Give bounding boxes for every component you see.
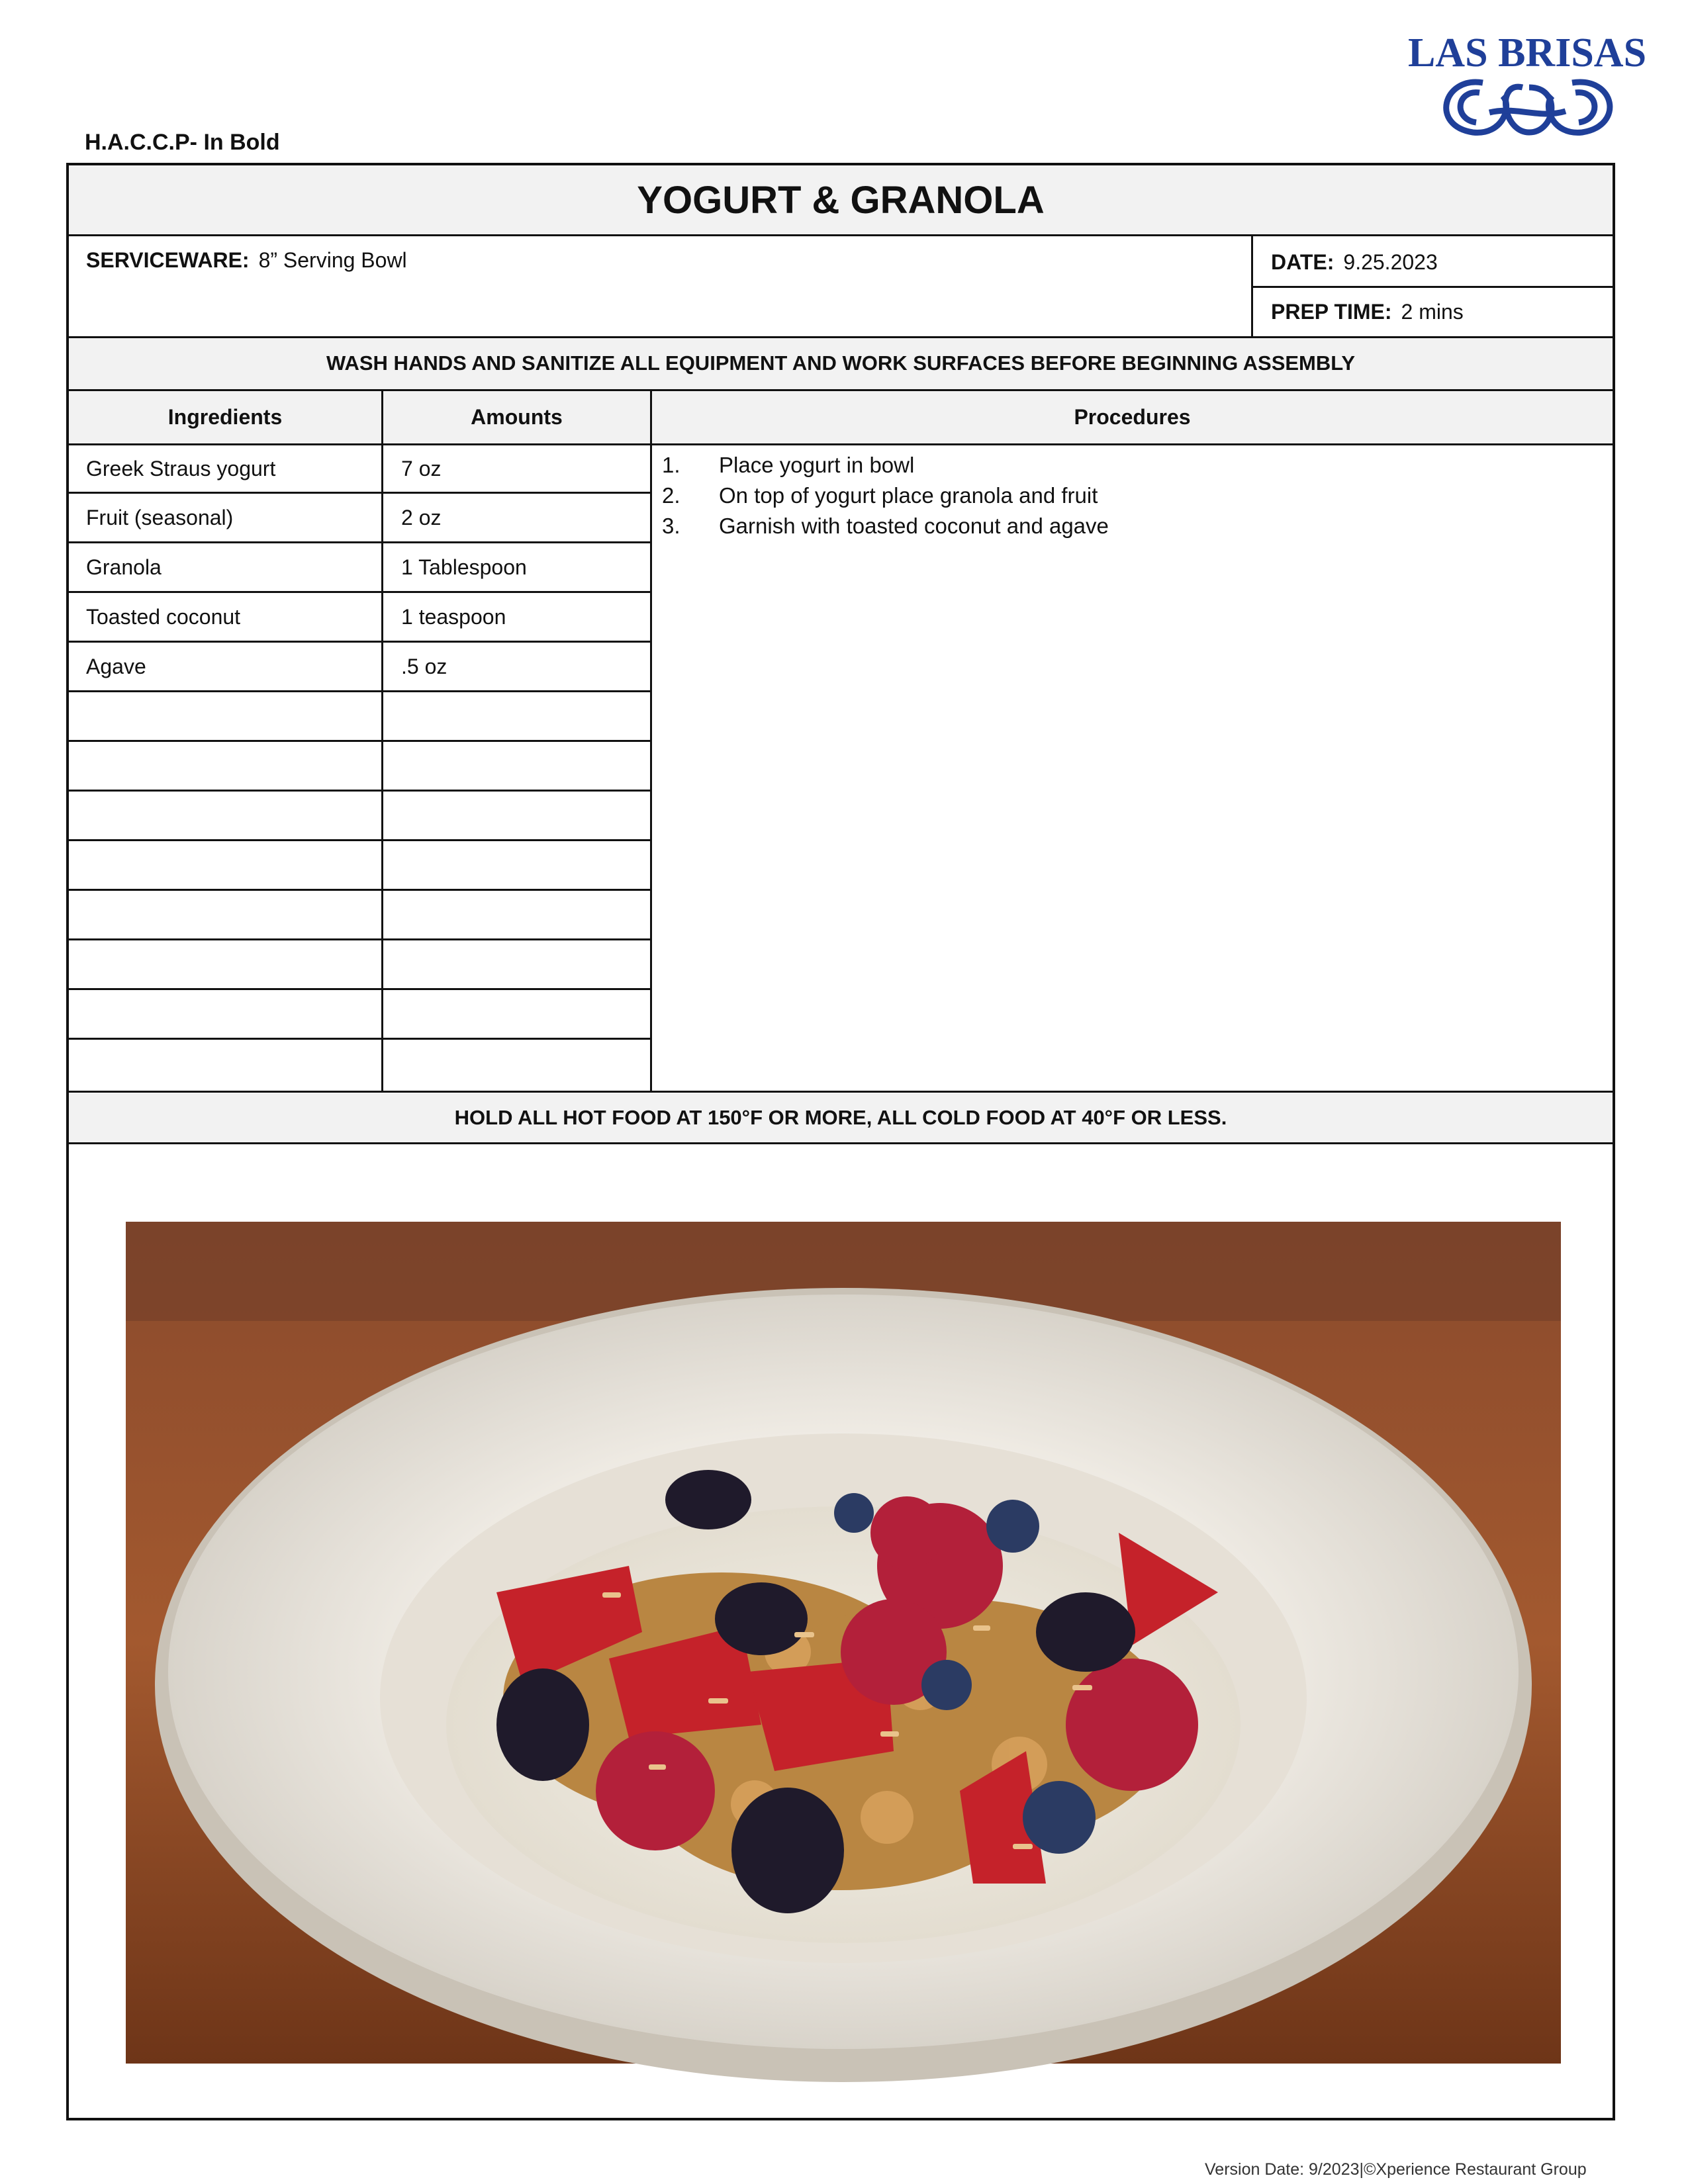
prep-time-field [1271,289,1464,335]
prep-time-label: PREP TIME: [1271,299,1392,324]
ingredient-amount: .5 oz [401,654,447,678]
ingredient-amount: 1 teaspoon [401,604,506,629]
date-label: DATE: [1271,250,1335,274]
procedures-list [662,450,1109,541]
ingredient-name: Toasted coconut [86,604,241,629]
procedure-step: 2. On top of yogurt place granola and fruit [662,483,1098,508]
svg-text:LAS BRISAS: LAS BRISAS [1407,30,1647,75]
serviceware-label: SERVICEWARE: [86,248,250,272]
haccp-note: H.A.C.C.P- In Bold [85,130,280,155]
ingredient-name: Granola [86,555,162,579]
serviceware-value: 8” Serving Bowl [258,248,407,272]
las-brisas-logo [1407,26,1647,146]
ingredient-amount: 2 oz [401,505,442,529]
ingredient-name: Greek Straus yogurt [86,456,276,480]
procedures-header: Procedures [1074,404,1191,429]
recipe-title: YOGURT & GRANOLA [637,178,1045,222]
version-footer: Version Date: 9/2023|©Xperience Restaurant Group [1205,2160,1587,2179]
ingredient-amount: 7 oz [401,456,442,480]
ingredient-name: Fruit (seasonal) [86,505,234,529]
date-field [1271,240,1438,285]
date-value: 9.25.2023 [1343,250,1438,274]
hold-notice: HOLD ALL HOT FOOD AT 150°F OR MORE, ALL COLD FOOD AT 40°F OR LESS. [454,1106,1227,1129]
serviceware-field [86,240,407,281]
ingredients-header: Ingredients [167,404,283,429]
ingredient-name: Agave [86,654,146,678]
amounts-header: Amounts [471,404,563,429]
ingredient-amount: 1 Tablespoon [401,555,527,579]
dish-photo [126,1222,1561,2064]
procedure-step: 1. Place yogurt in bowl [662,453,915,477]
wash-notice: WASH HANDS AND SANITIZE ALL EQUIPMENT AND WORK SURFACES BEFORE BEGINNING ASSEMBLY [326,351,1356,375]
procedure-step: 3. Garnish with toasted coconut and agave [662,514,1109,538]
prep-time-value: 2 mins [1401,299,1464,324]
